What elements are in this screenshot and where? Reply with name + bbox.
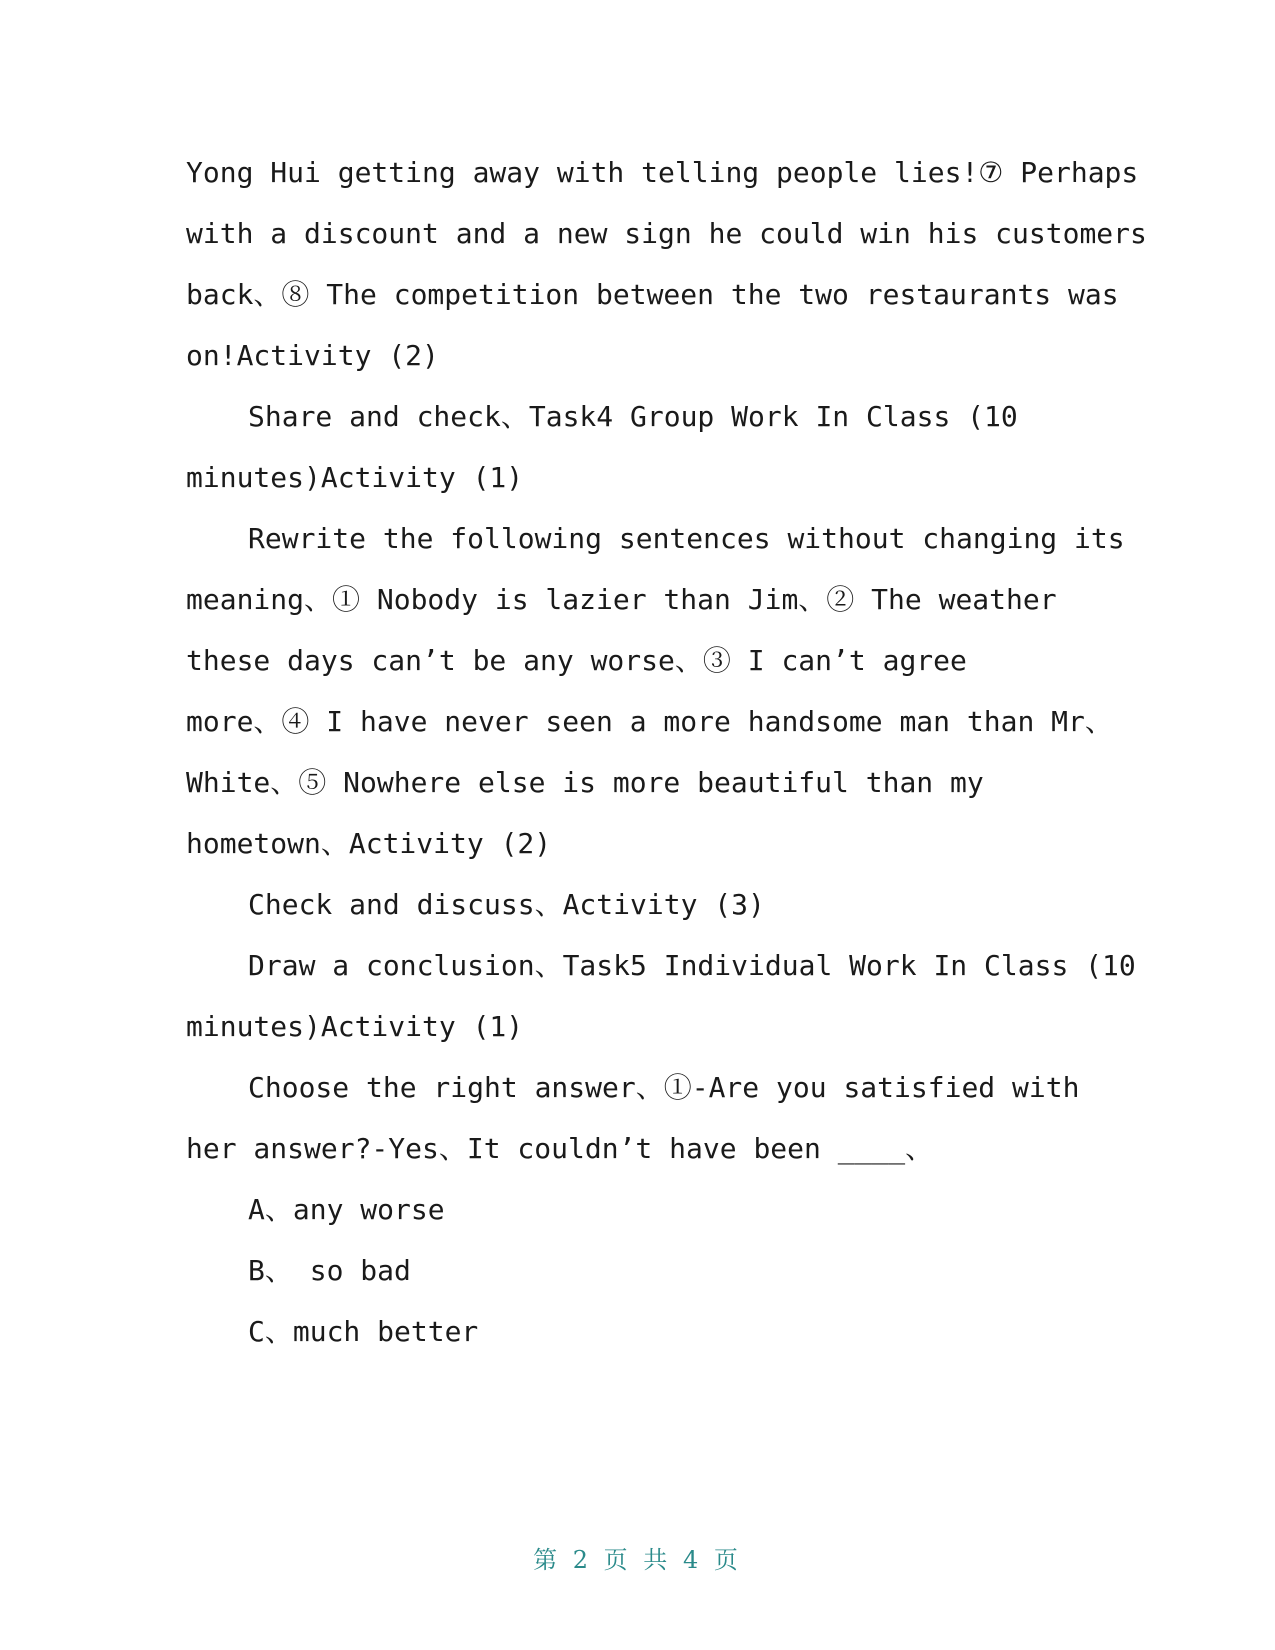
text-line: minutes)Activity (1) <box>186 461 524 494</box>
text-line: minutes)Activity (1) <box>186 1010 524 1043</box>
text-line: these days can’t be any worse、③ I can’t agree <box>186 644 967 677</box>
text-line: Check and discuss、Activity (3) <box>248 888 765 921</box>
text-line: more、④ I have never seen a more handsome man than Mr、 <box>186 705 1113 738</box>
option-c: C、much better <box>248 1315 479 1348</box>
text-line: Choose the right answer、①-Are you satisfied with <box>248 1071 1080 1104</box>
text-line: White、⑤ Nowhere else is more beautiful than my <box>186 766 984 799</box>
page-number-footer: 第 2 页 共 4 页 <box>533 1546 742 1574</box>
text-line: her answer?-Yes、It couldn’t have been ____、 <box>186 1132 934 1165</box>
text-line: on!Activity (2) <box>186 339 439 372</box>
text-line: Share and check、Task4 Group Work In Class (10 <box>248 400 1018 433</box>
text-line: Yong Hui getting away with telling people lies!⑦ Perhaps <box>186 156 1139 189</box>
text-line: Draw a conclusion、Task5 Individual Work In Class (10 <box>248 949 1136 982</box>
text-line: meaning、① Nobody is lazier than Jim、② The weather <box>186 583 1057 616</box>
text-line: Rewrite the following sentences without changing its <box>248 522 1125 555</box>
text-line: with a discount and a new sign he could win his customers <box>186 217 1147 250</box>
text-line: hometown、Activity (2) <box>186 827 552 860</box>
text-line: back、⑧ The competition between the two restaurants was <box>186 278 1119 311</box>
option-b: B、 so bad <box>248 1254 411 1287</box>
option-a: A、any worse <box>248 1193 445 1226</box>
document-body <box>186 142 1147 1362</box>
